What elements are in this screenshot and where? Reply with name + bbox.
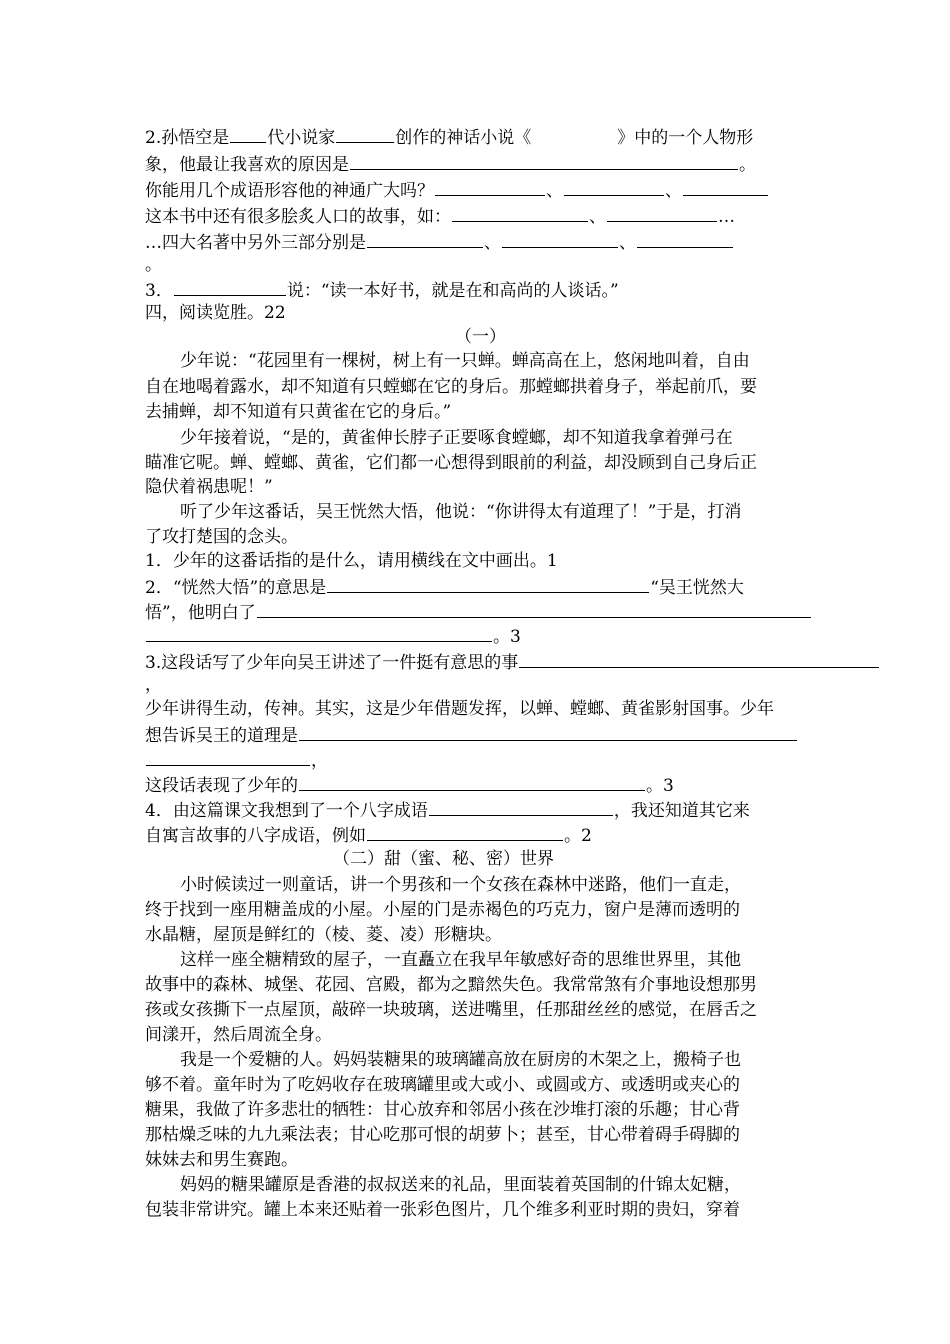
blank-idiom-2[interactable] — [564, 177, 664, 196]
q2-line-2: 象，他最让我喜欢的原因是 。 — [145, 151, 756, 175]
r1-q3-line-5: ， — [145, 747, 328, 771]
r1-p2-line-2: 瞄准它呢。蝉、螳螂、黄雀，它们都一心想得到眼前的利益，却没顾到自己身后正 — [145, 453, 757, 473]
r1-q3-line-6: 这段话表现了少年的 。3 — [145, 772, 674, 796]
r2-p1-line-1: 小时候读过一则童话，讲一个男孩和一个女孩在森林中迷路，他们一直走， — [180, 875, 741, 895]
blank-classic-3[interactable] — [637, 229, 733, 248]
blank-meaning[interactable] — [327, 574, 649, 593]
r1-q3-line-1: 3.这段话写了少年向吴王讲述了一件挺有意思的事 — [145, 649, 880, 673]
blank-classic-2[interactable] — [502, 229, 618, 248]
r1-q3-line-4: 想告诉吴王的道理是 — [145, 722, 798, 746]
r2-p2-line-1: 这样一座全糖精致的屋子，一直矗立在我早年敏感好奇的思维世界里，其他 — [180, 950, 741, 970]
q2-line-4: 这本书中还有很多脍炙人口的故事，如： 、 … — [145, 203, 735, 227]
r2-p3-line-1: 我是一个爱糖的人。妈妈装糖果的玻璃罐高放在厨房的木架之上，搬椅子也 — [180, 1050, 741, 1070]
q2-line-5: …四大名著中另外三部分别是 、 、 — [145, 229, 734, 253]
r2-p4-line-1: 妈妈的糖果罐原是香港的叔叔送来的礼品，里面装着英国制的什锦太妃糖， — [180, 1175, 741, 1195]
blank-understood-cont[interactable] — [146, 623, 492, 642]
r1-p1-line-2: 自在地喝着露水，却不知道有只螳螂在它的身后。那螳螂拱着身子，举起前爪，要 — [145, 377, 757, 397]
r1-p3-line-1: 听了少年这番话，吴王恍然大悟，他说：“你讲得太有道理了！”于是，打消 — [180, 502, 742, 522]
r2-p3-line-4: 那枯燥乏味的九九乘法表；甘心吃那可恨的胡萝卜；甚至，甘心带着碍手碍脚的 — [145, 1125, 740, 1145]
r2-p1-line-2: 终于找到一座用糖盖成的小屋。小屋的门是赤褐色的巧克力，窗户是薄而透明的 — [145, 900, 740, 920]
section-4-title: 四，阅读览胜。22 — [145, 303, 286, 323]
blank-lesson-cont[interactable] — [146, 747, 310, 766]
blank-reason[interactable] — [350, 151, 738, 170]
blank-classic-1[interactable] — [367, 229, 483, 248]
blank-trait[interactable] — [299, 772, 645, 791]
r2-p2-line-4: 间漾开，然后周流全身。 — [145, 1025, 332, 1045]
r1-q4-line-2: 自寓言故事的八字成语，例如 。2 — [145, 822, 592, 846]
blank-speaker[interactable] — [174, 277, 286, 296]
blank-story-2[interactable] — [607, 203, 717, 222]
blank-understood[interactable] — [257, 599, 811, 618]
r2-p1-line-3: 水晶糖，屋顶是鲜红的（棱、菱、凌）形糖块。 — [145, 925, 502, 945]
q2-line-1: 2.孙悟空是 代小说家 创作的神话小说《 》中的一个人物形 — [145, 124, 753, 148]
r2-p3-line-2: 够不着。童年时为了吃妈收存在玻璃罐里或大或小、或圆或方、或透明或夹心的 — [145, 1075, 740, 1095]
blank-lesson[interactable] — [299, 722, 797, 741]
r2-p2-line-2: 故事中的森林、城堡、花园、宫殿，都为之黯然失色。我常常煞有介事地设想那男 — [145, 975, 757, 995]
r1-p1-line-1: 少年说：“花园里有一棵树，树上有一只蝉。蝉高高在上，悠闲地叫着，自由 — [180, 351, 750, 371]
r1-p1-line-3: 去捕蝉，却不知道有只黄雀在它的身后。” — [145, 402, 452, 422]
r1-p3-line-2: 了攻打楚国的念头。 — [145, 527, 298, 547]
r1-q3-line-2: ， — [145, 675, 162, 695]
blank-idiom-1[interactable] — [435, 177, 545, 196]
q2-line-6: 。 — [145, 255, 162, 275]
r1-q2-line-3: 。3 — [145, 623, 521, 647]
r1-q2-line-2: 悟”，他明白了 — [145, 599, 812, 623]
r2-p3-line-3: 糖果，我做了许多悲壮的牺牲：甘心放弃和邻居小孩在沙堆打滚的乐趣；甘心背 — [145, 1100, 740, 1120]
r1-p2-line-3: 隐伏着祸患呢！” — [145, 477, 273, 497]
r1-q2-line-1: 2．“恍然大悟”的意思是 “吴王恍然大 — [145, 574, 744, 598]
r2-p2-line-3: 孩或女孩撕下一点屋顶，敲碎一块玻璃，送进嘴里，任那甜丝丝的感觉，在唇舌之 — [145, 1000, 757, 1020]
reading-1-title: （一） — [455, 327, 506, 347]
q3-line: 3． 说：“读一本好书，就是在和高尚的人谈话。” — [145, 277, 619, 301]
blank-idiom-3[interactable] — [683, 177, 768, 196]
blank-idiom-eight-2[interactable] — [367, 822, 563, 841]
r1-q3-line-3: 少年讲得生动，传神。其实，这是少年借题发挥，以蝉、螳螂、黄雀影射国事。少年 — [145, 699, 774, 719]
q2-line-3: 你能用几个成语形容他的神通广大吗？ 、 、 — [145, 177, 769, 201]
r1-p2-line-1: 少年接着说，“是的，黄雀伸长脖子正要啄食螳螂，却不知道我拿着弹弓在 — [180, 428, 733, 448]
blank-idiom-eight-1[interactable] — [429, 797, 613, 816]
blank-story-told[interactable] — [519, 649, 879, 668]
r1-q1: 1．少年的这番话指的是什么，请用横线在文中画出。1 — [145, 551, 558, 571]
r2-p3-line-5: 妹妹去和男生赛跑。 — [145, 1150, 298, 1170]
blank-author[interactable] — [336, 124, 394, 143]
blank-story-1[interactable] — [452, 203, 588, 222]
blank-dynasty[interactable] — [230, 124, 266, 143]
r1-q4-line-1: 4．由这篇课文我想到了一个八字成语 ，我还知道其它来 — [145, 797, 750, 821]
r2-p4-line-2: 包装非常讲究。罐上本来还贴着一张彩色图片，几个维多利亚时期的贵妇，穿着 — [145, 1200, 740, 1220]
reading-2-title: （二）甜（蜜、秘、密）世界 — [333, 849, 554, 869]
